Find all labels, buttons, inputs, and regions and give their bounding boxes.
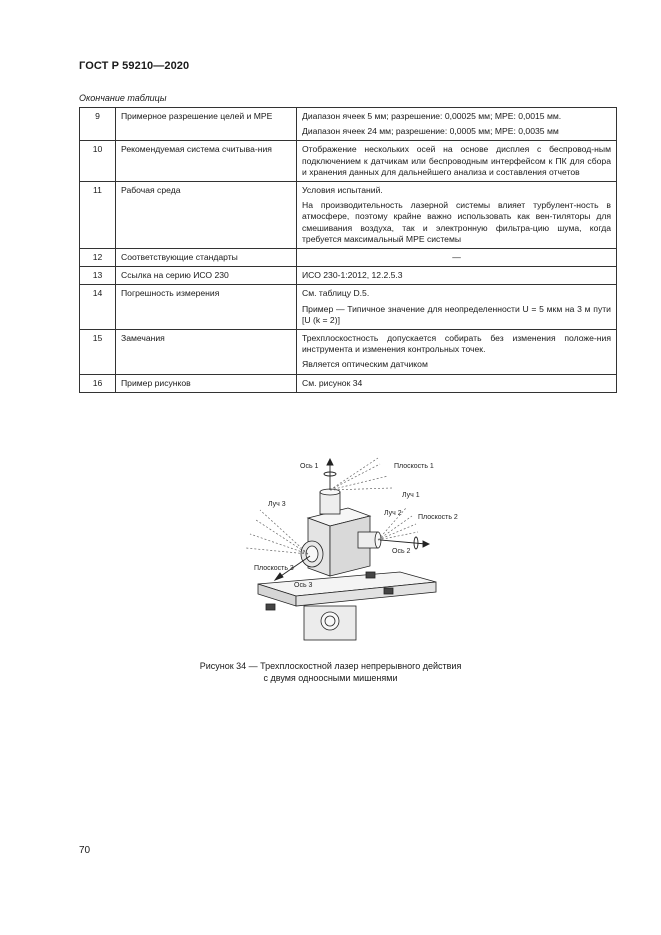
table-row: [80, 249, 617, 267]
value-paragraph: См. таблицу D.5.: [302, 288, 370, 299]
table-row: [80, 330, 617, 375]
row-number: 13: [80, 267, 116, 285]
table-row: [80, 141, 617, 182]
laser-diagram-svg: [230, 456, 480, 656]
label-plane-3: Плоскость 3: [254, 565, 294, 572]
row-parameter-name: Рабочая среда: [116, 182, 297, 249]
row-number: 15: [80, 330, 116, 375]
value-paragraph: Диапазон ячеек 24 мм; разрешение: 0,0005 мм; MPE: 0,0035 мм: [302, 126, 559, 137]
table-row: [80, 285, 617, 330]
value-paragraph: —: [452, 252, 461, 263]
label-beam-3: Луч 3: [268, 501, 286, 508]
row-number: 10: [80, 141, 116, 182]
label-axis-3: Ось 3: [294, 582, 313, 589]
row-parameter-value: [297, 285, 617, 330]
figure-caption-line-2: с двумя одноосными мишенями: [263, 673, 398, 683]
axis-2-line: [380, 540, 426, 544]
plane-1-dashes: [330, 458, 392, 490]
label-beam-2: Луч 2: [384, 510, 402, 517]
table-row: [80, 108, 617, 141]
row-parameter-name: Рекомендуемая система считыва-ния: [116, 141, 297, 182]
row-parameter-value: [297, 267, 617, 285]
row-number: 12: [80, 249, 116, 267]
leveling-foot-back: [366, 572, 375, 578]
row-parameter-name: Пример рисунков: [116, 374, 297, 392]
plane-3-dashes: [246, 510, 308, 554]
row-parameter-value: [297, 330, 617, 375]
table-row: [80, 182, 617, 249]
value-paragraph: ИСО 230-1:2012, 12.2.5.3: [302, 270, 403, 281]
row-parameter-value: [297, 374, 617, 392]
value-paragraph: Условия испытаний.: [302, 185, 383, 196]
lower-block-knob: [321, 612, 339, 630]
leveling-foot-left: [266, 604, 275, 610]
specification-table: [79, 107, 617, 393]
value-paragraph: Диапазон ячеек 5 мм; разрешение: 0,00025 мм; MPE: 0,0015 мм.: [302, 111, 562, 121]
label-axis-2: Ось 2: [392, 548, 411, 555]
value-paragraph: На производительность лазерной системы влияет турбулент-ность в атмосфере, поэтому крайне важно использовать как вен-тиляторы для смешивания воздуха, так и электронную фильтра-цию шума, когда требуется максимальный MPE системы: [302, 200, 611, 244]
leveling-foot-right: [384, 588, 393, 594]
row-parameter-value: [297, 108, 617, 141]
value-paragraph: Является оптическим датчиком: [302, 359, 428, 370]
value-paragraph: Трехплоскостность допускается собирать без изменения положе-ния инструмента и изменения контрольных точек.: [302, 333, 611, 355]
row-number: 11: [80, 182, 116, 249]
label-beam-1: Луч 1: [402, 492, 420, 499]
table-caption: Окончание таблицы: [79, 93, 167, 103]
row-parameter-name: Соответствующие стандарты: [116, 249, 297, 267]
figure-34-laser-diagram: [230, 456, 480, 656]
figure-caption: [79, 660, 582, 684]
row-number: 16: [80, 374, 116, 392]
value-paragraph: См. рисунок 34: [302, 377, 363, 388]
row-parameter-value: [297, 141, 617, 182]
row-parameter-name: Ссылка на серию ИСО 230: [116, 267, 297, 285]
label-axis-1: Ось 1: [300, 463, 319, 470]
row-parameter-value: [297, 249, 617, 267]
table-row: [80, 267, 617, 285]
figure-caption-line-1: Рисунок 34 — Трехплоскостной лазер непрерывного действия: [199, 661, 462, 671]
document-standard-code: ГОСТ Р 59210—2020: [79, 60, 190, 72]
label-plane-2: Плоскость 2: [418, 514, 458, 521]
row-number: 9: [80, 108, 116, 141]
value-paragraph: Отображение нескольких осей на основе дисплея с беспровод-ным подключением к датчикам или беспроводным интерфейсом к ПК для сбора и хранения данных для дальнейшего анализа и составления отчетов: [302, 144, 611, 177]
table-row: [80, 374, 617, 392]
label-plane-1: Плоскость 1: [394, 463, 434, 470]
row-parameter-value: [297, 182, 617, 249]
row-number: 14: [80, 285, 116, 330]
row-parameter-name: Погрешность измерения: [116, 285, 297, 330]
row-parameter-name: Примерное разрешение целей и MPE: [116, 108, 297, 141]
page-number: 70: [79, 845, 91, 856]
value-paragraph: Пример — Типичное значение для неопределенности U = 5 мкм на 3 м пути [U (k = 2)]: [302, 303, 611, 325]
row-parameter-name: Замечания: [116, 330, 297, 375]
